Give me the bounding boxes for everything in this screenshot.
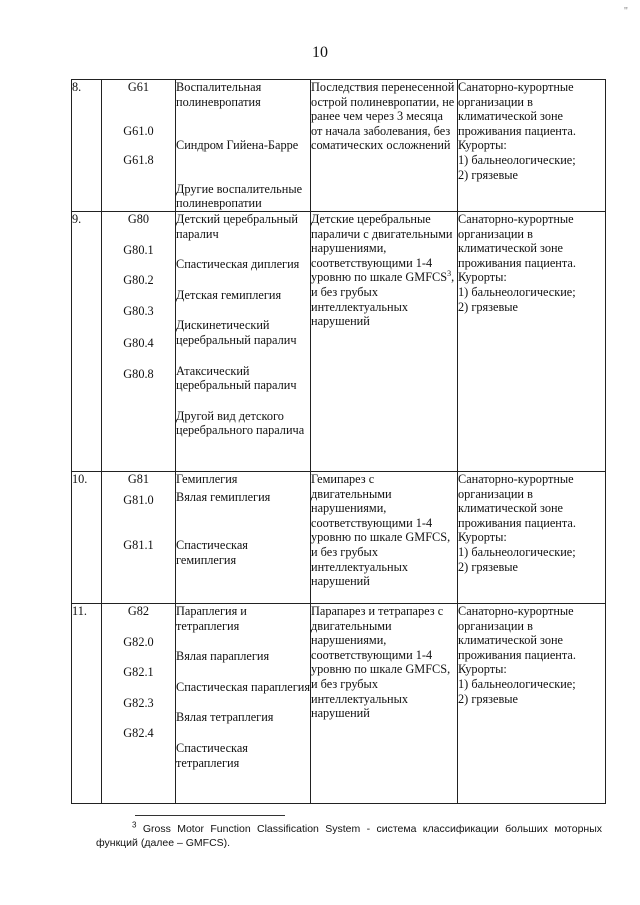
icd-code: G61.8 bbox=[123, 153, 154, 168]
diagnosis-name: Вялая тетраплегия bbox=[176, 710, 274, 725]
diagnosis-name: Вялая гемиплегия bbox=[176, 489, 271, 504]
diagnosis-name: Другие воспалительные полиневропатии bbox=[176, 181, 303, 211]
diagnosis-name: Дискинетический церебральный паралич bbox=[176, 318, 297, 347]
diagnosis-names-cell bbox=[176, 80, 311, 212]
condition-cell bbox=[311, 471, 458, 603]
resort-line: 2) грязевые bbox=[458, 167, 519, 182]
footnote bbox=[96, 822, 602, 850]
condition-text: Гемипарез с двигательными нарушениями, соответствующими 1-4 уровню по шкале GMFCS, и без грубых интеллектуальных нарушений bbox=[311, 471, 451, 589]
resort-line: 1) бальнеологические; bbox=[458, 676, 576, 691]
resort-line: 1) бальнеологические; bbox=[458, 544, 576, 559]
footnote-marker: 3 bbox=[132, 820, 137, 830]
diagnosis-name: Детская гемиплегия bbox=[176, 287, 282, 302]
diagnosis-names-cell bbox=[176, 471, 311, 603]
condition-text: Детские церебральные параличи с двигательными нарушениями, соответствующими 1-4 уровню по шкале GMFCS bbox=[311, 211, 453, 285]
icd-code: G82.3 bbox=[123, 695, 154, 710]
icd-code: G80.3 bbox=[123, 303, 154, 318]
resort-line: 2) грязевые bbox=[458, 299, 519, 314]
icd-code: G80.2 bbox=[123, 273, 154, 288]
resort-line: Санаторно-курортные организации в климатической зоне проживания пациента. bbox=[458, 80, 576, 138]
row-number: 8. bbox=[72, 80, 102, 212]
icd-code: G61 bbox=[127, 80, 150, 94]
footnote-reference: 3 bbox=[447, 269, 452, 279]
resort-line: Курорты: bbox=[458, 270, 507, 285]
diagnosis-name: Синдром Гийена-Барре bbox=[176, 138, 299, 153]
footnote-text: Gross Motor Function Classification System - система классификации больших моторных функций (далее – GMFCS). bbox=[96, 823, 603, 849]
icd-code: G82.0 bbox=[123, 634, 154, 649]
resort-line: Санаторно-курортные организации в климатической зоне проживания пациента. bbox=[458, 211, 576, 270]
corner-mark: " bbox=[623, 6, 628, 17]
resort-line: Санаторно-курортные организации в климатической зоне проживания пациента. bbox=[458, 471, 576, 530]
diagnosis-names-cell bbox=[176, 603, 311, 803]
diagnosis-name: Спастическая диплегия bbox=[176, 257, 300, 272]
table-row bbox=[72, 211, 606, 471]
icd-codes-cell bbox=[102, 211, 176, 471]
icd-code: G82 bbox=[127, 603, 150, 618]
resort-line: 2) грязевые bbox=[458, 691, 519, 706]
icd-code: G80.8 bbox=[123, 366, 154, 381]
diagnosis-name: Параплегия и тетраплегия bbox=[176, 603, 247, 633]
diagnosis-name: Спастическая параплегия bbox=[176, 679, 310, 694]
condition-text: Последствия перенесенной острой полиневропатии, не ранее чем через 3 месяца от начала заболевания, без соматических осложнений bbox=[311, 80, 455, 153]
icd-code: G81.0 bbox=[123, 492, 154, 507]
table-row bbox=[72, 471, 606, 603]
resort-line: Санаторно-курортные организации в климатической зоне проживания пациента. bbox=[458, 603, 576, 662]
diagnosis-name: Воспалительная полиневропатия bbox=[176, 80, 262, 109]
resort-organizations-cell bbox=[458, 471, 606, 603]
resort-line: Курорты: bbox=[458, 138, 507, 153]
icd-code: G61.0 bbox=[123, 123, 154, 138]
icd-codes-cell bbox=[102, 603, 176, 803]
indications-table bbox=[71, 79, 606, 804]
diagnosis-names-cell bbox=[176, 211, 311, 471]
condition-cell bbox=[311, 80, 458, 212]
footnote-separator bbox=[135, 815, 285, 816]
diagnosis-name: Гемиплегия bbox=[176, 471, 238, 486]
diagnosis-name: Детский церебральный паралич bbox=[176, 211, 298, 241]
diagnosis-name: Вялая параплегия bbox=[176, 649, 270, 664]
resort-line: 1) бальнеологические; bbox=[458, 152, 576, 167]
resort-line: Курорты: bbox=[458, 530, 507, 545]
page-number: 10 bbox=[312, 44, 328, 61]
icd-code: G81 bbox=[127, 471, 150, 486]
icd-codes-cell bbox=[102, 80, 176, 212]
icd-code: G80 bbox=[127, 211, 150, 226]
icd-code: G80.1 bbox=[123, 242, 154, 257]
condition-cell bbox=[311, 211, 458, 471]
resort-organizations-cell bbox=[458, 603, 606, 803]
resort-organizations-cell bbox=[458, 80, 606, 212]
diagnosis-name: Атаксический церебральный паралич bbox=[176, 363, 297, 393]
condition-text: Парапарез и тетрапарез с двигательными нарушениями, соответствующими 1-4 уровню по шкале GMFCS, и без грубых интеллектуальных нарушений bbox=[311, 603, 451, 721]
condition-cell bbox=[311, 603, 458, 803]
icd-codes-cell bbox=[102, 471, 176, 603]
diagnosis-name: Спастическая тетраплегия bbox=[176, 740, 248, 770]
table-row bbox=[72, 80, 606, 212]
condition-text-continued: , и без грубых интеллектуальных нарушений bbox=[311, 270, 455, 329]
icd-code: G80.4 bbox=[123, 336, 154, 351]
row-number: 10. bbox=[72, 471, 102, 603]
diagnosis-name: Другой вид детского церебрального паралича bbox=[176, 408, 305, 438]
icd-code: G82.4 bbox=[123, 726, 154, 741]
resort-organizations-cell bbox=[458, 211, 606, 471]
diagnosis-name: Спастическая гемиплегия bbox=[176, 538, 248, 567]
resort-line: 1) бальнеологические; bbox=[458, 284, 576, 299]
icd-code: G81.1 bbox=[123, 538, 154, 553]
resort-line: Курорты: bbox=[458, 662, 507, 677]
row-number: 9. bbox=[72, 211, 102, 471]
icd-code: G82.1 bbox=[123, 665, 154, 680]
table-row bbox=[72, 603, 606, 803]
resort-line: 2) грязевые bbox=[458, 559, 519, 574]
row-number: 11. bbox=[72, 603, 102, 803]
